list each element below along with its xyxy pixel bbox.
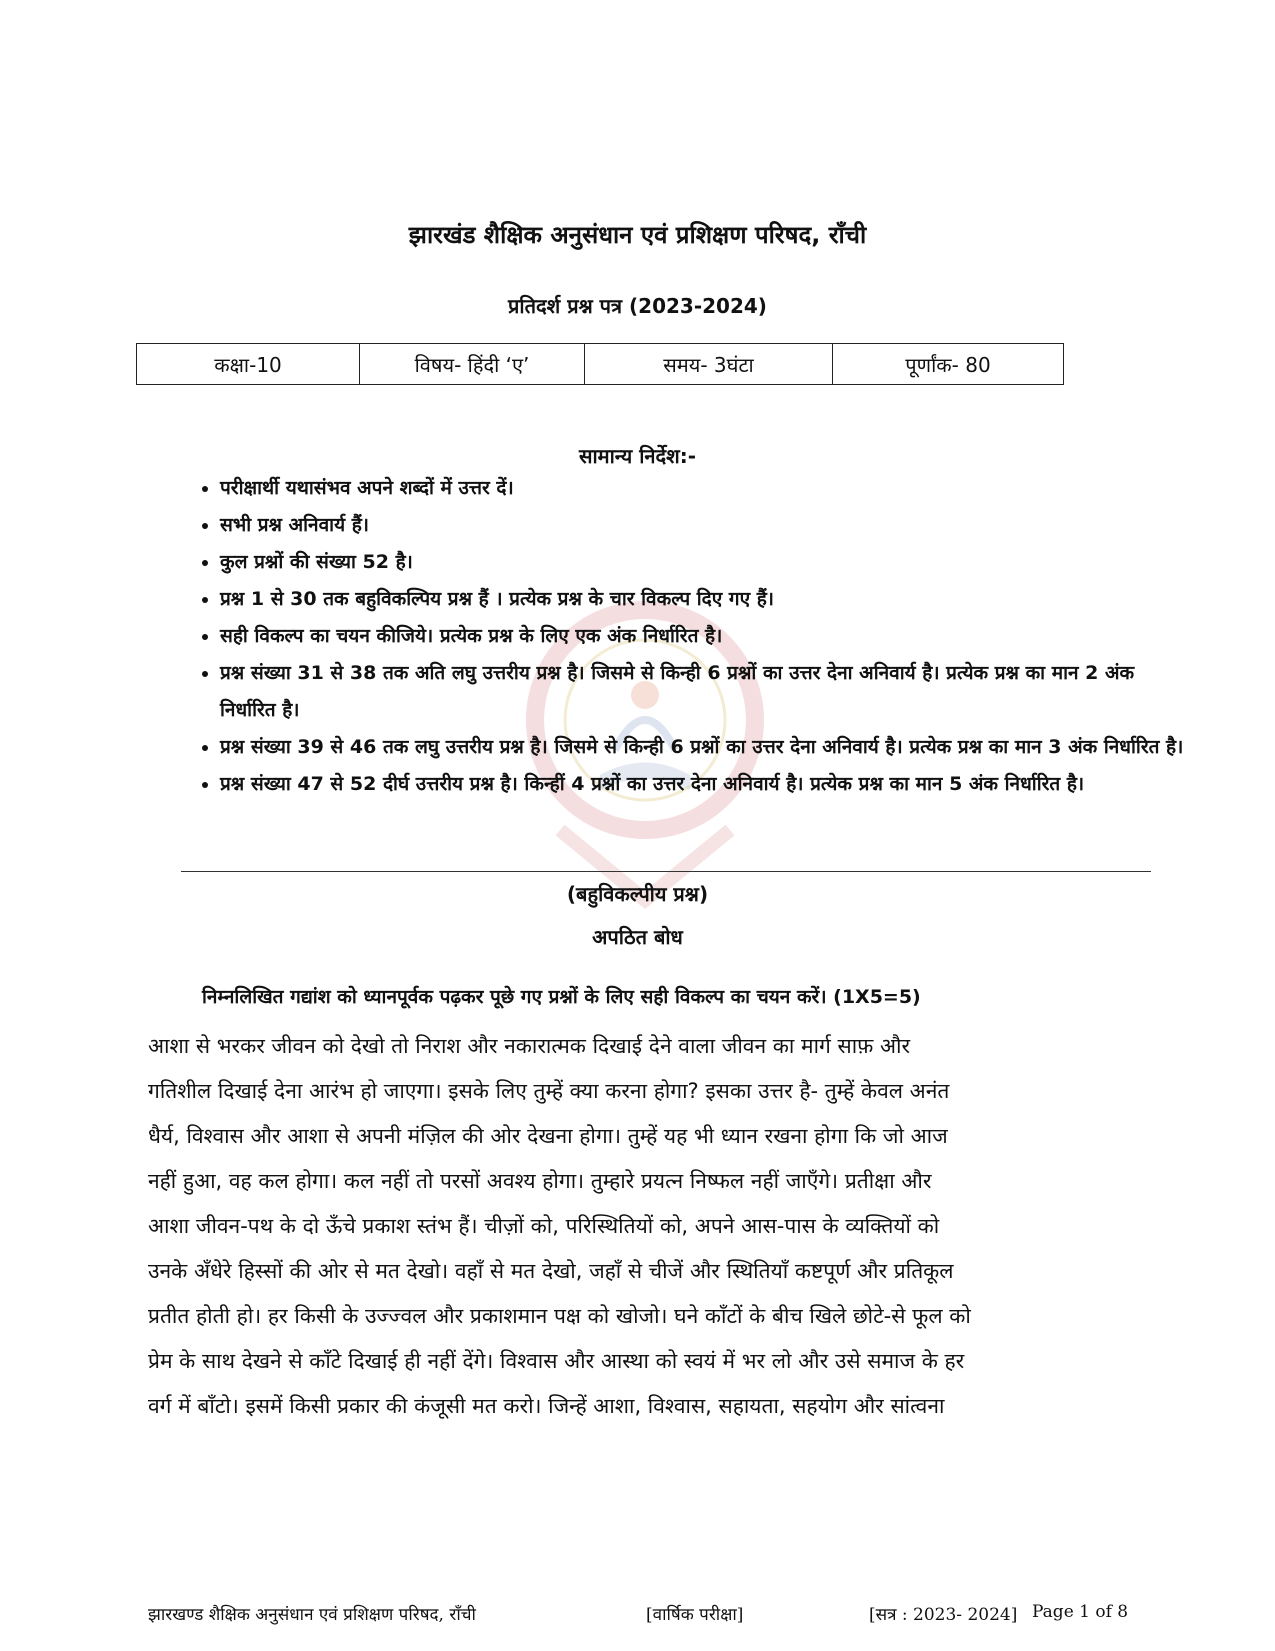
- time-cell: समय- 3घंटा: [585, 344, 833, 385]
- passage-line: गतिशील दिखाई देना आरंभ हो जाएगा। इसके लिए तुम्हें क्या करना होगा? इसका उत्तर है- तुम्हें केवल अनंत: [148, 1079, 950, 1103]
- footer-session: [सत्र : 2023- 2024]: [869, 1605, 1018, 1625]
- section-subheading: अपठित बोध: [592, 925, 683, 949]
- instruction-item: • प्रश्न संख्या 39 से 46 तक लघु उत्तरीय प्रश्न है। जिसमे से किन्ही 6 प्रश्नों का उत्तर देना अनिवार्य है। प्रत्येक प्रश्न का मान 3 अंक निर्धारित है।: [220, 729, 1190, 766]
- passage-line: प्रेम के साथ देखने से काँटे दिखाई ही नहीं देंगे। विश्वास और आस्था को स्वयं में भर लो और उसे समाज के हर: [148, 1349, 965, 1373]
- instruction-item: • प्रश्न संख्या 47 से 52 दीर्घ उत्तरीय प्रश्न है। किन्हीं 4 प्रश्नों का उत्तर देना अनिवार्य है। प्रत्येक प्रश्न का मान 5 अंक निर्धारित है।: [220, 766, 1190, 803]
- instruction-item: • प्रश्न 1 से 30 तक बहुविकल्पिय प्रश्न हैं । प्रत्येक प्रश्न के चार विकल्प दिए गए हैं।: [220, 581, 1190, 618]
- footer-org: झारखण्ड शैक्षिक अनुसंधान एवं प्रशिक्षण परिषद, राँची: [148, 1605, 476, 1625]
- instruction-item: • प्रश्न संख्या 31 से 38 तक अति लघु उत्तरीय प्रश्न है। जिसमे से किन्ही 6 प्रश्नों का उत्तर देना अनिवार्य है। प्रत्येक प्रश्न का मान 2 अंक निर्धारित है।: [220, 655, 1190, 729]
- instruction-item: • कुल प्रश्नों की संख्या 52 है।: [220, 544, 1190, 581]
- exam-info-table: [136, 343, 1064, 385]
- class-cell: कक्षा-10: [137, 344, 360, 385]
- page-title: झारखंड शैक्षिक अनुसंधान एवं प्रशिक्षण परिषद, राँची: [408, 221, 867, 249]
- passage-line: उनके अँधेरे हिस्सों की ओर से मत देखो। वहाँ से मत देखो, जहाँ से चीजें और स्थितियाँ कष्टपूर्ण और प्रतिकूल: [148, 1259, 954, 1283]
- passage-line: प्रतीत होती हो। हर किसी के उज्ज्वल और प्रकाशमान पक्ष को खोजो। घने काँटों के बीच खिले छोटे-से फूल को: [148, 1304, 971, 1328]
- marks-cell: पूर्णांक- 80: [833, 344, 1064, 385]
- passage-line: आशा से भरकर जीवन को देखो तो निराश और नकारात्मक दिखाई देने वाला जीवन का मार्ग साफ़ और: [148, 1034, 911, 1058]
- passage-line: आशा जीवन-पथ के दो ऊँचे प्रकाश स्तंभ हैं। चीज़ों को, परिस्थितियों को, अपने आस-पास के व्यक्तियों को: [148, 1214, 940, 1238]
- section-divider: [181, 871, 1151, 872]
- passage-line: नहीं हुआ, वह कल होगा। कल नहीं तो परसों अवश्य होगा। तुम्हारे प्रयत्न निष्फल नहीं जाएँगे। प्रतीक्षा और: [148, 1169, 932, 1193]
- instructions-list: [180, 470, 1190, 803]
- passage-line: धैर्य, विश्वास और आशा से अपनी मंज़िल की ओर देखना होगा। तुम्हें यह भी ध्यान रखना होगा कि जो आज: [148, 1124, 948, 1148]
- question-instruction: निम्नलिखित गद्यांश को ध्यानपूर्वक पढ़कर पूछे गए प्रश्नों के लिए सही विकल्प का चयन करें। (1X5=5): [202, 986, 921, 1008]
- instruction-item: • सही विकल्प का चयन कीजिये। प्रत्येक प्रश्न के लिए एक अंक निर्धारित है।: [220, 618, 1190, 655]
- instruction-item: • परीक्षार्थी यथासंभव अपने शब्दों में उत्तर दें।: [220, 470, 1190, 507]
- subject-cell: विषय- हिंदी ‘ए’: [360, 344, 585, 385]
- instructions-title: सामान्य निर्देश:-: [578, 444, 697, 468]
- paper-subtitle: प्रतिदर्श प्रश्न पत्र (2023-2024): [508, 294, 767, 318]
- footer-page-number: Page 1 of 8: [1032, 1602, 1129, 1622]
- section-heading: (बहुविकल्पीय प्रश्न): [566, 882, 709, 906]
- footer-exam: [वार्षिक परीक्षा]: [646, 1605, 744, 1625]
- passage: [148, 1024, 1143, 1429]
- instruction-item: • सभी प्रश्न अनिवार्य हैं।: [220, 507, 1190, 544]
- passage-line: वर्ग में बाँटो। इसमें किसी प्रकार की कंजूसी मत करो। जिन्हें आशा, विश्वास, सहायता, सहयोग और सांत्वना: [148, 1394, 945, 1418]
